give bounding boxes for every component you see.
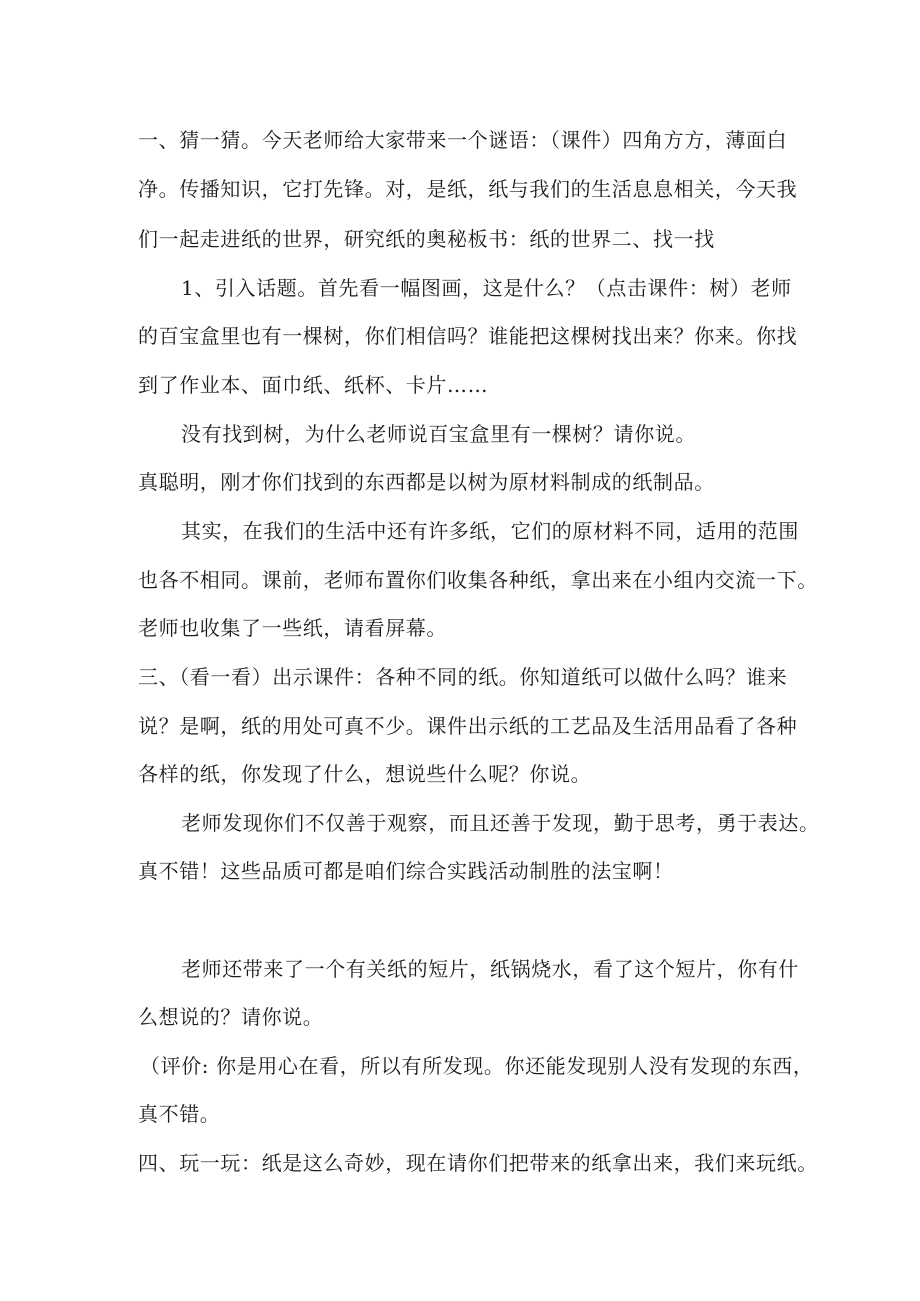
- text-line-4: 1、引入话题。首先看一幅图画，这是什么？（点击课件：树）老师: [181, 276, 792, 300]
- text-line-20: 真不错。: [138, 1102, 221, 1126]
- text-line-17: 老师还带来了一个有关纸的短片，纸锅烧水，看了这个短片，你有什: [181, 957, 799, 981]
- text-line-2: 净。传播知识，它打先锋。对，是纸，纸与我们的生活息息相关，今天我: [138, 177, 798, 201]
- text-line-8: 真聪明，刚才你们找到的东西都是以树为原材料制成的纸制品。: [138, 470, 715, 494]
- text-line-15: 老师发现你们不仅善于观察，而且还善于发现，勤于思考，勇于表达。: [181, 811, 820, 835]
- text-line-12: 三、（看一看）出示课件：各种不同的纸。你知道纸可以做什么吗？谁来: [138, 665, 788, 689]
- text-line-18: 么想说的？请你说。: [138, 1005, 324, 1029]
- text-line-19: （评价: 你是用心在看，所以有所发现。你还能发现别人没有发现的东西，: [140, 1054, 814, 1078]
- text-line-5: 的百宝盒里也有一棵树，你们相信吗？谁能把这棵树找出来？你来。你找: [138, 324, 798, 348]
- text-line-21: 四、玩一玩：纸是这么奇妙，现在请你们把带来的纸拿出来，我们来玩纸。: [138, 1151, 818, 1175]
- text-line-11: 老师也收集了一些纸，请看屏幕。: [138, 616, 447, 640]
- text-line-7: 没有找到树，为什么老师说百宝盒里有一棵树？请你说。: [181, 422, 696, 446]
- text-line-3: 们一起走进纸的世界，研究纸的奥秘板书：纸的世界二、找一找: [138, 227, 715, 251]
- text-line-16: 真不错！这些品质可都是咱们综合实践活动制胜的法宝啊！: [138, 859, 674, 883]
- text-line-9: 其实，在我们的生活中还有许多纸，它们的原材料不同，适用的范围: [181, 519, 799, 543]
- text-line-13: 说？是啊，纸的用处可真不少。课件出示纸的工艺品及生活用品看了各种: [138, 714, 798, 738]
- text-line-14: 各样的纸，你发现了什么，想说些什么呢？你说。: [138, 762, 592, 786]
- text-line-1: 一、猜一猜。今天老师给大家带来一个谜语：（课件）四角方方，薄面白: [138, 128, 788, 152]
- text-line-10: 也各不相同。课前，老师布置你们收集各种纸，拿出来在小组内交流一下。: [138, 568, 818, 592]
- text-line-6: 到了作业本、面巾纸、纸杯、卡片……: [138, 373, 489, 397]
